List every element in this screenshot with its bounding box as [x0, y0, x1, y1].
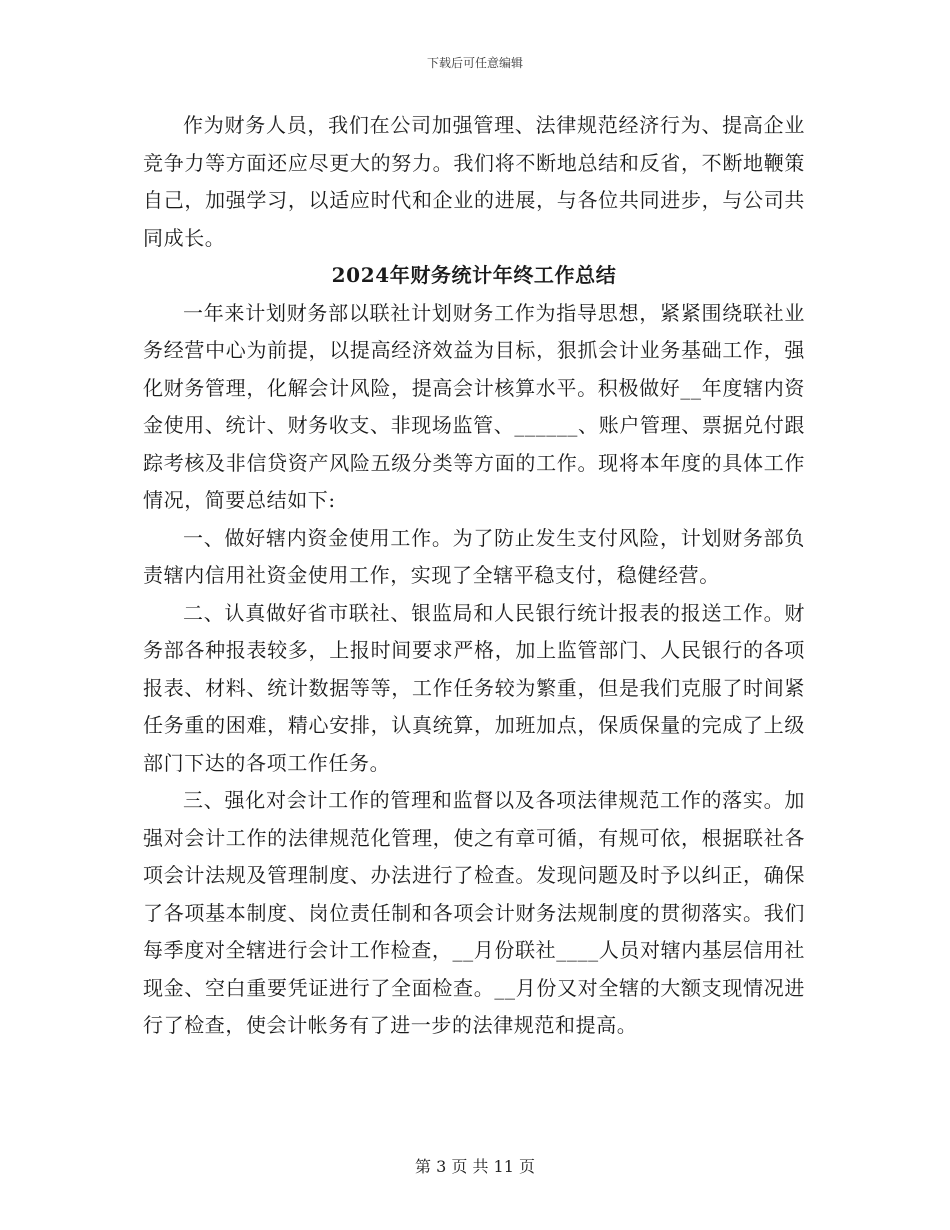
header-note: 下载后可任意编辑 — [426, 56, 523, 70]
paragraph-intro: 作为财务人员，我们在公司加强管理、法律规范经济行为、提高企业竞争力等方面还应尽更大的努力。我们将不断地总结和反省，不断地鞭策自己，加强学习，以适应时代和企业的进展，与各位共同进步，与公司共同成长。 — [143, 113, 805, 250]
document-body — [143, 107, 805, 1045]
paragraph-item-1: 一、做好辖内资金使用工作。为了防止发生支付风险，计划财务部负责辖内信用社资金使用工作，实现了全辖平稳支付，稳健经营。 — [143, 525, 805, 587]
paragraph-item-2: 二、认真做好省市联社、银监局和人民银行统计报表的报送工作。财务部各种报表较多，上报时间要求严格，加上监管部门、人民银行的各项报表、材料、统计数据等等，工作任务较为繁重，但是我们克服了时间紧任务重的困难，精心安排，认真统算，加班加点，保质保量的完成了上级部门下达的各项工作任务。 — [143, 600, 805, 775]
section-title: 2024年财务统计年终工作总结 — [331, 263, 617, 287]
paragraph-item-3: 三、强化对会计工作的管理和监督以及各项法律规范工作的落实。加强对会计工作的法律规范化管理，使之有章可循，有规可依，根据联社各项会计法规及管理制度、办法进行了检查。发现问题及时予以纠正，确保了各项基本制度、岗位责任制和各项会计财务法规制度的贯彻落实。我们每季度对全辖进行会计工作检查，__月份联社____人员对辖内基层信用社现金、空白重要凭证进行了全面检查。__月份又对全辖的大额支现情况进行了检查，使会计帐务有了进一步的法律规范和提高。 — [143, 788, 805, 1037]
page-number: 第 3 页 共 11 页 — [415, 1157, 535, 1176]
paragraph-overview: 一年来计划财务部以联社计划财务工作为指导思想，紧紧围绕联社业务经营中心为前提，以提高经济效益为目标，狠抓会计业务基础工作，强化财务管理，化解会计风险，提高会计核算水平。积极做好__年度辖内资金使用、统计、财务收支、非现场监管、______、账户管理、票据兑付跟踪考核及非信贷资产风险五级分类等方面的工作。现将本年度的具体工作情况，简要总结如下: — [143, 300, 805, 512]
